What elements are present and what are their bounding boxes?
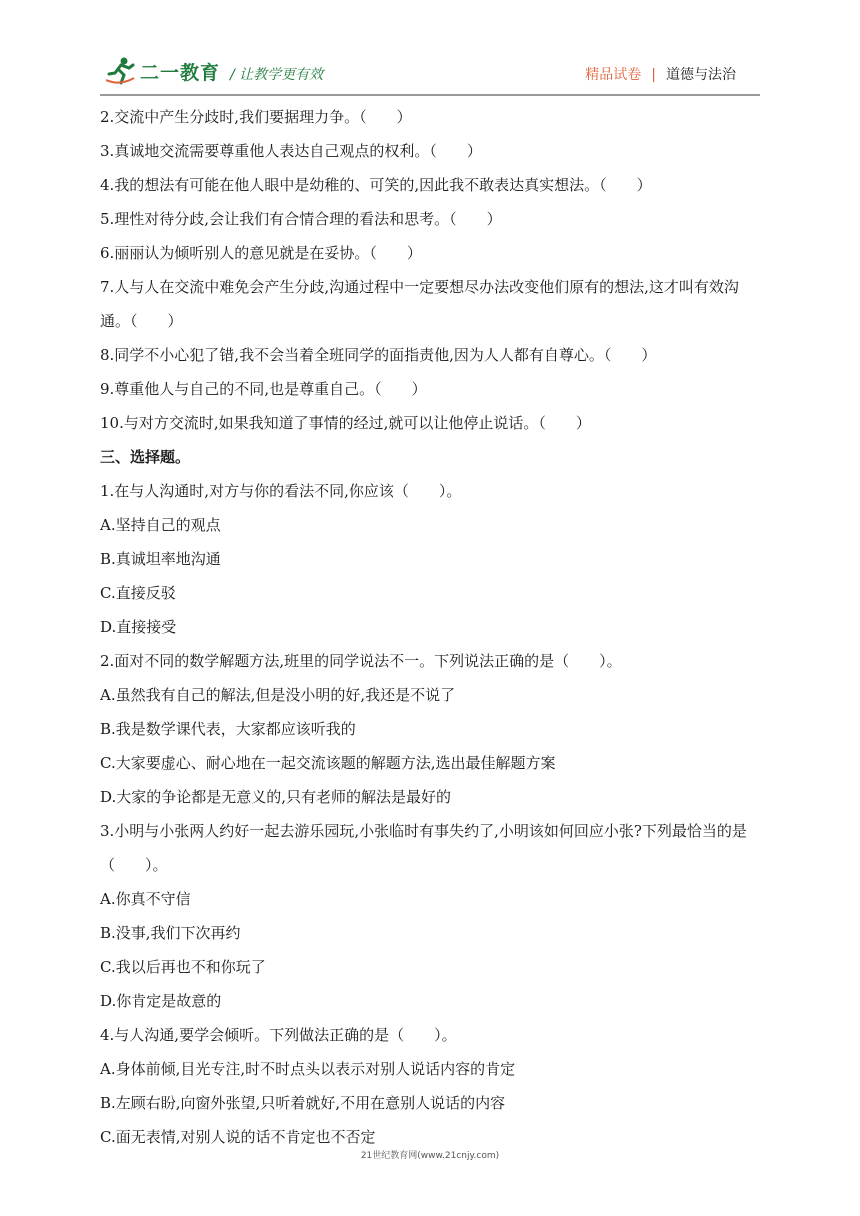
exam-tag: 精品试卷 [585, 67, 642, 83]
question-option: C.直接反驳 [100, 584, 176, 602]
page-footer: 21世纪教育网(www.21cnjy.com) [360, 1151, 500, 1161]
question-option: B.真诚坦率地沟通 [100, 550, 221, 568]
question-stem: 4.与人沟通,要学会倾听。下列做法正确的是（ ）。 [100, 1026, 457, 1044]
judgement-item: 9.尊重他人与自己的不同,也是尊重自己。（ ） [100, 380, 427, 398]
judgement-item: 2.交流中产生分歧时,我们要据理力争。（ ） [100, 108, 412, 126]
question-option: B.我是数学课代表，大家都应该听我的 [100, 720, 356, 738]
question-option: D.大家的争论都是无意义的,只有老师的解法是最好的 [100, 788, 452, 806]
question-option: C.面无表情,对别人说的话不肯定也不否定 [100, 1128, 376, 1146]
slogan: / 让教学更有效 [230, 67, 324, 83]
judgement-item: 8.同学不小心犯了错,我不会当着全班同学的面指责他,因为人人都有自尊心。（ ） [100, 346, 657, 364]
question-option: A.你真不守信 [100, 890, 191, 908]
question-option: A.身体前倾,目光专注,时不时点头以表示对别人说话内容的肯定 [100, 1060, 516, 1078]
question-option: B.左顾右盼,向窗外张望,只听着就好,不用在意别人说话的内容 [100, 1094, 506, 1112]
judgement-item: 7.人与人在交流中难免会产生分歧,沟通过程中一定要想尽办法改变他们原有的想法,这才叫有效沟通。（ ） [100, 278, 739, 330]
judgement-item: 6.丽丽认为倾听别人的意见就是在妥协。（ ） [100, 244, 422, 262]
question-stem: 2.面对不同的数学解题方法,班里的同学说法不一。下列说法正确的是（ ）。 [100, 652, 622, 670]
header-right [585, 64, 736, 84]
judgement-item: 4.我的想法有可能在他人眼中是幼稚的、可笑的,因此我不敢表达真实想法。（ ） [100, 176, 652, 194]
question-option: A.坚持自己的观点 [100, 516, 221, 534]
question-option: D.直接接受 [100, 618, 177, 636]
runner-logo-icon [106, 56, 136, 86]
question-option: A.虽然我有自己的解法,但是没小明的好,我还是不说了 [100, 686, 456, 704]
subject-label: 道德与法治 [666, 67, 736, 83]
logo-text: 二一教育 [140, 62, 221, 84]
question-stem: 1.在与人沟通时,对方与你的看法不同,你应该（ ）。 [100, 482, 462, 500]
header-separator: | [651, 67, 656, 83]
judgement-item: 3.真诚地交流需要尊重他人表达自己观点的权利。（ ） [100, 142, 482, 160]
page-header [100, 52, 760, 96]
question-option: D.你肯定是故意的 [100, 992, 222, 1010]
document-body [100, 100, 766, 1154]
question-option: C.我以后再也不和你玩了 [100, 958, 266, 976]
judgement-item: 10.与对方交流时,如果我知道了事情的经过,就可以让他停止说话。（ ） [100, 414, 591, 432]
logo [106, 56, 326, 88]
judgement-item: 5.理性对待分歧,会让我们有合情合理的看法和思考。（ ） [100, 210, 502, 228]
section-title: 三、选择题。 [100, 448, 191, 466]
question-option: B.没事,我们下次再约 [100, 924, 241, 942]
question-option: C.大家要虚心、耐心地在一起交流该题的解题方法,选出最佳解题方案 [100, 754, 556, 772]
question-stem: 3.小明与小张两人约好一起去游乐园玩,小张临时有事失约了,小明该如何回应小张?下列最恰当的是（ ）。 [100, 822, 747, 874]
